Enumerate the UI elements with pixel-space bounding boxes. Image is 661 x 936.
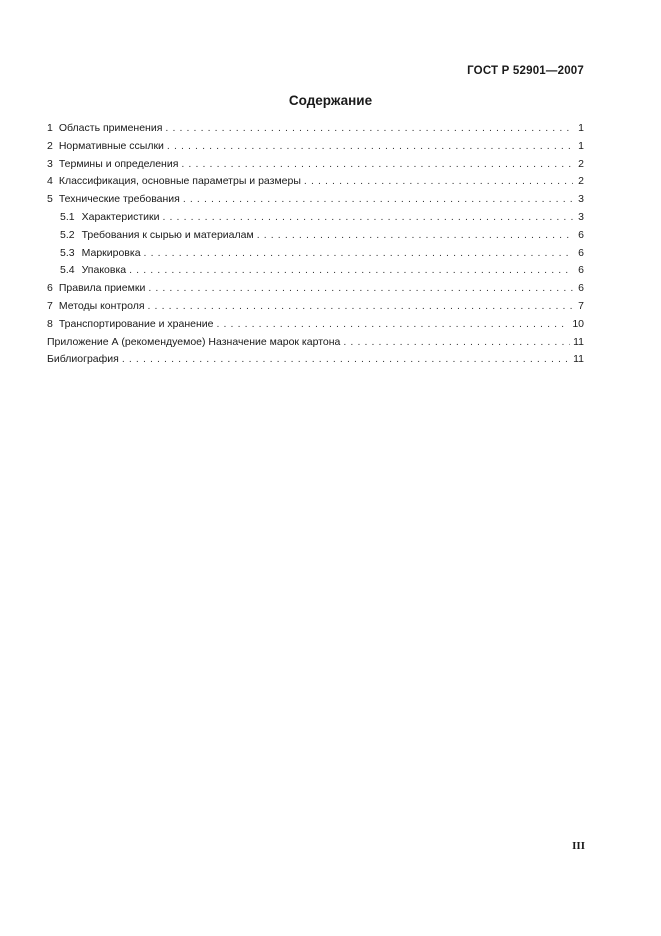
toc-entry-label: Нормативные ссылки bbox=[58, 139, 164, 152]
toc-entry-label: Транспортирование и хранение bbox=[58, 317, 214, 330]
toc-entry-number: 5.1 bbox=[60, 210, 75, 223]
toc-leader-dots bbox=[148, 280, 573, 298]
toc-leader-dots bbox=[144, 245, 573, 263]
toc-leader-dots bbox=[129, 262, 573, 280]
toc-leader-dots bbox=[183, 191, 573, 209]
page-number: III bbox=[572, 840, 585, 852]
document-code: ГОСТ Р 52901—2007 bbox=[467, 65, 584, 77]
toc-entry[interactable] bbox=[47, 120, 584, 138]
toc-entry-number: 5.3 bbox=[60, 246, 75, 259]
toc-entry-number: 5.2 bbox=[60, 228, 75, 241]
toc-entry-page: 11 bbox=[573, 335, 584, 348]
toc-entry-label: Упаковка bbox=[81, 264, 127, 277]
toc-entry[interactable] bbox=[47, 156, 584, 174]
toc-entry-page: 1 bbox=[578, 139, 584, 152]
toc-entry-label: Маркировка bbox=[81, 246, 141, 259]
toc-entry[interactable] bbox=[47, 298, 584, 316]
toc-entry-number: 8 bbox=[47, 317, 53, 330]
toc-entry-label: Технические требования bbox=[58, 193, 180, 206]
toc-entry-page: 2 bbox=[578, 175, 584, 188]
toc-subentry[interactable] bbox=[47, 209, 584, 227]
toc-entry-label: Требования к сырью и материалам bbox=[81, 228, 254, 241]
toc-entry-number: 5 bbox=[47, 193, 53, 206]
toc-entry-number: 5.4 bbox=[60, 264, 75, 277]
toc-leader-dots bbox=[122, 351, 570, 369]
toc-entry-label: Приложение А (рекомендуемое) Назначение марок картона bbox=[47, 335, 341, 348]
toc-leader-dots bbox=[165, 120, 573, 138]
toc-entry-page: 1 bbox=[578, 122, 584, 134]
toc-entry-page: 7 bbox=[578, 299, 584, 312]
toc-leader-dots bbox=[216, 316, 569, 334]
toc-entry-number: 7 bbox=[47, 299, 53, 312]
toc-entry[interactable] bbox=[47, 173, 584, 191]
toc-entry-label: Характеристики bbox=[81, 210, 160, 223]
toc-entry-number: 4 bbox=[47, 175, 53, 188]
toc-entry-label: Термины и определения bbox=[58, 157, 179, 170]
toc-entry-page: 6 bbox=[578, 264, 584, 277]
toc-entry-page: 6 bbox=[578, 228, 584, 241]
table-of-contents bbox=[47, 120, 584, 369]
toc-entry-page: 6 bbox=[578, 246, 584, 259]
toc-entry-page: 2 bbox=[578, 157, 584, 170]
toc-leader-dots bbox=[304, 173, 573, 191]
toc-title: Содержание bbox=[288, 93, 373, 108]
toc-entry-label: Классификация, основные параметры и размеры bbox=[58, 175, 301, 188]
toc-entry-label: Методы контроля bbox=[58, 299, 145, 312]
toc-appendix-entry[interactable] bbox=[47, 334, 584, 352]
toc-entry-label: Область применения bbox=[58, 122, 163, 134]
toc-entry-page: 3 bbox=[578, 210, 584, 223]
toc-entry-number: 1 bbox=[47, 122, 53, 134]
toc-leader-dots bbox=[181, 156, 573, 174]
toc-leader-dots bbox=[167, 138, 573, 156]
toc-entry-number: 6 bbox=[47, 282, 53, 295]
toc-leader-dots bbox=[343, 334, 570, 352]
toc-entry-label: Библиография bbox=[47, 353, 119, 366]
toc-leader-dots bbox=[257, 227, 573, 245]
toc-entry-number: 2 bbox=[47, 139, 53, 152]
toc-entry[interactable] bbox=[47, 138, 584, 156]
toc-entry-page: 10 bbox=[572, 317, 584, 330]
toc-entry[interactable] bbox=[47, 280, 584, 298]
toc-entry-page: 3 bbox=[578, 193, 584, 206]
toc-leader-dots bbox=[162, 209, 573, 227]
toc-entry-label: Правила приемки bbox=[58, 282, 146, 295]
toc-leader-dots bbox=[148, 298, 573, 316]
toc-subentry[interactable] bbox=[47, 245, 584, 263]
toc-entry[interactable] bbox=[47, 191, 584, 209]
toc-subentry[interactable] bbox=[47, 227, 584, 245]
toc-entry-page: 6 bbox=[578, 282, 584, 295]
toc-entry-number: 3 bbox=[47, 157, 53, 170]
toc-entry[interactable] bbox=[47, 316, 584, 334]
toc-subentry[interactable] bbox=[47, 262, 584, 280]
toc-entry-page: 11 bbox=[573, 353, 584, 366]
toc-bibliography-entry[interactable] bbox=[47, 351, 584, 369]
